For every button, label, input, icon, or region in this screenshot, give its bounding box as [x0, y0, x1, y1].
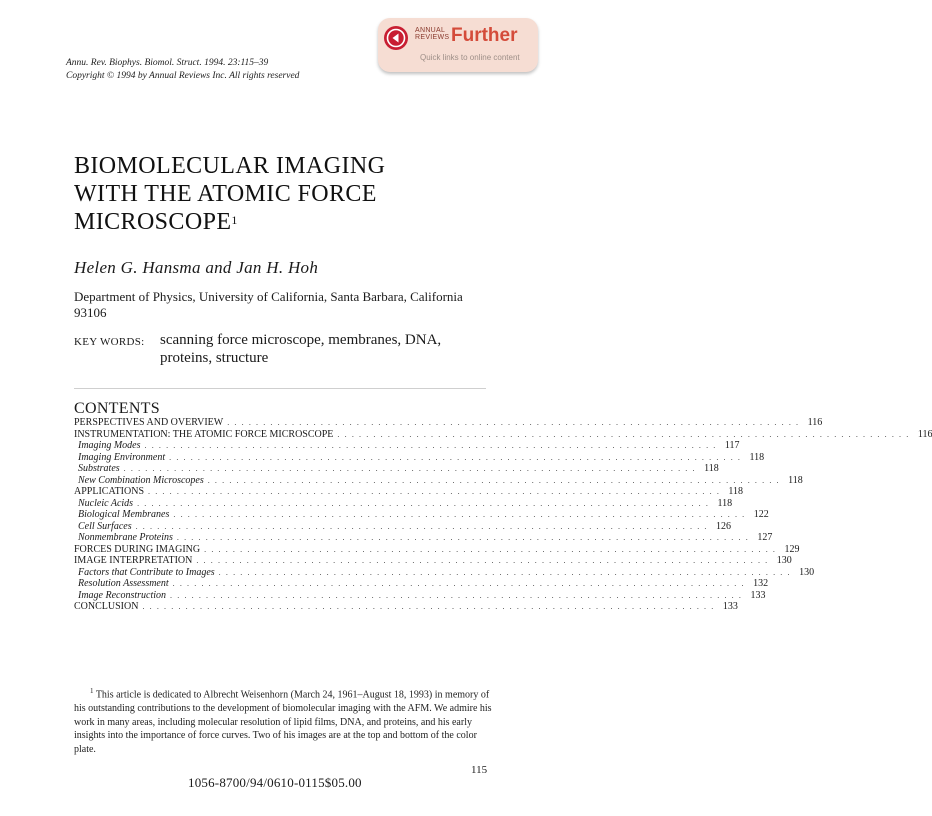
- play-circle-icon: [384, 26, 408, 50]
- toc-entry[interactable]: [74, 555, 792, 567]
- toc-leader-dots: . . . . . . . . . . . . . . . . . . . . . . . . . . . . . . . . . . . . . . . . . . . . . . . . . . . . . . . . . . . . . . . . . . . . . . . . . . . . . . . .: [227, 418, 800, 427]
- toc-entry-title: Substrates: [78, 463, 120, 474]
- toc-entry[interactable]: [74, 497, 733, 510]
- title-line-3: MICROSCOPE$^1$: [74, 209, 238, 235]
- toc-entry[interactable]: [74, 417, 823, 429]
- toc-entry-page: 122: [753, 509, 769, 520]
- toc-leader-dots: . . . . . . . . . . . . . . . . . . . . . . . . . . . . . . . . . . . . . . . . . . . . . . . . . . . . . . . . . . . . . . . . . . . . . . . . . . . . . . . .: [123, 464, 697, 473]
- toc-entry[interactable]: [74, 509, 769, 521]
- footnote-mark: 1: [90, 687, 94, 695]
- toc-entry-page: 118: [749, 451, 765, 463]
- toc-entry-title: PERSPECTIVES AND OVERVIEW: [74, 417, 224, 428]
- toc-leader-dots: . . . . . . . . . . . . . . . . . . . . . . . . . . . . . . . . . . . . . . . . . . . . . . . . . . . . . . . . . . . . . . . . . . . . . . . . . . . . . . . .: [172, 579, 746, 588]
- title-line-1: BIOMOLECULAR IMAGING: [74, 153, 386, 179]
- affiliation: Department of Physics, University of California, Santa Barbara, California 93106: [74, 289, 463, 320]
- toc-entry-title: Nonmembrane Proteins: [78, 532, 173, 543]
- toc-entry[interactable]: [74, 520, 732, 533]
- toc-entry-title: IMAGE INTERPRETATION: [74, 555, 193, 566]
- toc-entry[interactable]: [74, 566, 815, 579]
- toc-entry-title: Imaging Environment: [78, 451, 166, 463]
- toc-entry-page: 130: [799, 566, 815, 578]
- toc-entry[interactable]: [74, 463, 719, 475]
- toc-entry-page: 118: [788, 474, 803, 486]
- toc-entry[interactable]: [74, 486, 744, 498]
- toc-entry[interactable]: [74, 428, 932, 441]
- contents-heading: CONTENTS: [74, 400, 160, 417]
- article-title: [74, 152, 385, 236]
- toc-entry[interactable]: [74, 532, 773, 544]
- citation-line-1: Annu. Rev. Biophys. Biomol. Struct. 1994. 23:115–39: [66, 58, 269, 68]
- further-wordmark: Further: [451, 25, 518, 46]
- article-code: 1056-8700/94/0610-0115$05.00: [188, 775, 362, 790]
- keywords: scanning force microscope, membranes, DNA, proteins, structure: [160, 332, 442, 366]
- toc-entry[interactable]: [74, 440, 740, 452]
- toc-leader-dots: . . . . . . . . . . . . . . . . . . . . . . . . . . . . . . . . . . . . . . . . . . . . . . . . . . . . . . . . . . . . . . . . . . . . . . . . . . . . . . . .: [148, 487, 721, 496]
- title-line-2: WITH THE ATOMIC FORCE: [74, 181, 377, 207]
- toc-leader-dots: . . . . . . . . . . . . . . . . . . . . . . . . . . . . . . . . . . . . . . . . . . . . . . . . . . . . . . . . . . . . . . . . . . . . . . . . . . . . . . . .: [173, 510, 746, 519]
- keywords-label: KEY WORDS:: [74, 336, 145, 348]
- toc-entry[interactable]: [74, 474, 803, 487]
- toc-leader-dots: . . . . . . . . . . . . . . . . . . . . . . . . . . . . . . . . . . . . . . . . . . . . . . . . . . . . . . . . . . . . . . . . . . . . . . . . . . . . . . . .: [207, 475, 781, 485]
- annual-reviews-logo-text: ANNUAL REVIEWS: [415, 27, 450, 41]
- toc-entry-title: Factors that Contribute to Images: [78, 566, 215, 578]
- toc-entry[interactable]: [74, 578, 769, 590]
- toc-leader-dots: . . . . . . . . . . . . . . . . . . . . . . . . . . . . . . . . . . . . . . . . . . . . . . . . . . . . . . . . . . . . . . . . . . . . . . . . . . . . . . . .: [170, 590, 743, 600]
- toc-entry-title: INSTRUMENTATION: THE ATOMIC FORCE MICROSCOPE: [74, 428, 334, 440]
- toc-entry-page: 117: [724, 440, 740, 451]
- toc-entry-title: Resolution Assessment: [78, 578, 169, 589]
- toc-entry-page: 126: [716, 520, 732, 532]
- toc-entry-page: 129: [784, 543, 800, 555]
- toc-leader-dots: . . . . . . . . . . . . . . . . . . . . . . . . . . . . . . . . . . . . . . . . . . . . . . . . . . . . . . . . . . . . . . . . . . . . . . . . . . . . . . . .: [337, 429, 910, 439]
- toc-entry-title: Image Reconstruction: [78, 589, 167, 601]
- footnote: [74, 685, 492, 757]
- toc-leader-dots: . . . . . . . . . . . . . . . . . . . . . . . . . . . . . . . . . . . . . . . . . . . . . . . . . . . . . . . . . . . . . . . . . . . . . . . . . . . . . . . .: [169, 452, 742, 462]
- further-badge[interactable]: [378, 18, 538, 72]
- toc-entry-title: Biological Membranes: [78, 509, 170, 520]
- toc-entry-page: 118: [728, 486, 744, 497]
- toc-entry-page: 133: [722, 601, 738, 612]
- toc-entry-title: Cell Surfaces: [78, 520, 132, 532]
- toc-entry-page: 118: [717, 497, 733, 509]
- toc-entry[interactable]: [74, 589, 766, 602]
- toc-entry-title: New Combination Microscopes: [78, 474, 204, 486]
- toc-entry-page: 130: [776, 555, 792, 566]
- toc-leader-dots: . . . . . . . . . . . . . . . . . . . . . . . . . . . . . . . . . . . . . . . . . . . . . . . . . . . . . . . . . . . . . . . . . . . . . . . . . . . . . . . .: [196, 556, 769, 565]
- page-number: 115: [471, 764, 488, 776]
- toc-entry-page: 118: [704, 463, 719, 474]
- toc-entry-page: 133: [750, 589, 766, 601]
- toc-leader-dots: . . . . . . . . . . . . . . . . . . . . . . . . . . . . . . . . . . . . . . . . . . . . . . . . . . . . . . . . . . . . . . . . . . . . . . . . . . . . . . . .: [142, 602, 715, 611]
- table-of-contents: [74, 417, 932, 613]
- toc-leader-dots: . . . . . . . . . . . . . . . . . . . . . . . . . . . . . . . . . . . . . . . . . . . . . . . . . . . . . . . . . . . . . . . . . . . . . . . . . . . . . . . .: [176, 533, 750, 542]
- toc-leader-dots: . . . . . . . . . . . . . . . . . . . . . . . . . . . . . . . . . . . . . . . . . . . . . . . . . . . . . . . . . . . . . . . . . . . . . . . . . . . . . . . .: [204, 544, 777, 554]
- toc-entry-page: 116: [917, 428, 932, 440]
- citation-line-2: Copyright © 1994 by Annual Reviews Inc. All rights reserved: [66, 71, 300, 81]
- footnote-text: This article is dedicated to Albrecht Weisenhorn (March 24, 1961–August 18, 1993) in memory of his outstanding contributions to the development of biomolecular imaging with the AFM. We admire his work in many areas, including molecular resolution of lipid films, DNA, and proteins, and his early insights into the importance of force curves. Two of his images are at the top and bottom of the color plate.: [74, 689, 492, 756]
- title-footnote-mark[interactable]: 1: [231, 213, 238, 227]
- toc-entry-title: CONCLUSION: [74, 601, 139, 612]
- further-tagline: Quick links to online content: [420, 53, 520, 62]
- toc-leader-dots: . . . . . . . . . . . . . . . . . . . . . . . . . . . . . . . . . . . . . . . . . . . . . . . . . . . . . . . . . . . . . . . . . . . . . . . . . . . . . . . .: [218, 567, 792, 577]
- journal-citation: [66, 57, 299, 83]
- toc-entry-title: Imaging Modes: [78, 440, 141, 451]
- authors: Helen G. Hansma and Jan H. Hoh: [74, 258, 319, 277]
- toc-entry-title: APPLICATIONS: [74, 486, 145, 497]
- toc-leader-dots: . . . . . . . . . . . . . . . . . . . . . . . . . . . . . . . . . . . . . . . . . . . . . . . . . . . . . . . . . . . . . . . . . . . . . . . . . . . . . . . .: [144, 441, 717, 450]
- divider: [74, 388, 486, 389]
- toc-leader-dots: . . . . . . . . . . . . . . . . . . . . . . . . . . . . . . . . . . . . . . . . . . . . . . . . . . . . . . . . . . . . . . . . . . . . . . . . . . . . . . . .: [137, 498, 710, 508]
- toc-entry-title: FORCES DURING IMAGING: [74, 543, 201, 555]
- toc-leader-dots: . . . . . . . . . . . . . . . . . . . . . . . . . . . . . . . . . . . . . . . . . . . . . . . . . . . . . . . . . . . . . . . . . . . . . . . . . . . . . . . .: [135, 521, 709, 531]
- toc-entry-page: 116: [807, 417, 823, 428]
- toc-entry[interactable]: [74, 543, 800, 556]
- toc-entry-page: 127: [757, 532, 773, 543]
- toc-entry[interactable]: [74, 601, 738, 613]
- toc-entry[interactable]: [74, 451, 765, 464]
- toc-entry-page: 132: [753, 578, 769, 589]
- toc-entry-title: Nucleic Acids: [78, 497, 134, 509]
